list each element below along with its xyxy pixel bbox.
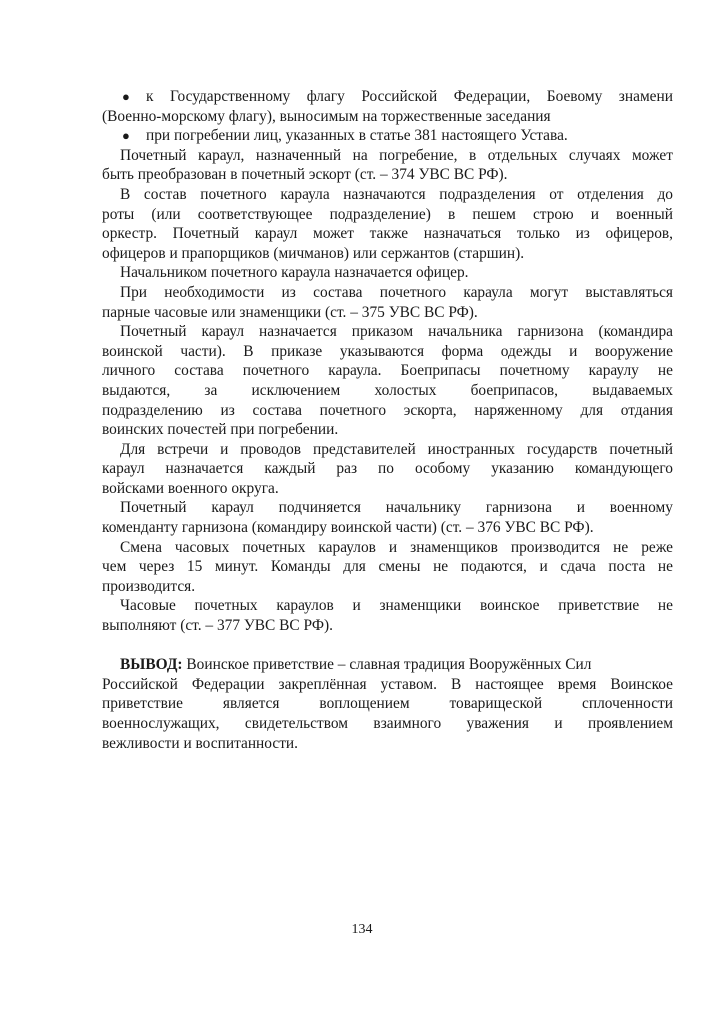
bullet-line: при погребении лиц, указанных в статье 381 настоящего Устава. xyxy=(146,127,568,145)
paragraph-line: оркестр. Почетный караул может также назначаться только из офицеров, xyxy=(102,225,673,243)
paragraph-line: подразделению из состава почетного эскорта, наряженному для отдания xyxy=(102,401,673,419)
bullet-icon: ● xyxy=(122,89,130,104)
paragraph-line: воинской части). В приказе указываются форма одежды и вооружение xyxy=(102,342,673,360)
paragraph-line: Начальником почетного караула назначается офицер. xyxy=(120,264,469,282)
paragraph-line: Для встречи и проводов представителей иностранных государств почетный xyxy=(120,440,673,458)
conclusion-line: военнослужащих, свидетельством взаимного уважения и проявлением xyxy=(102,715,673,732)
paragraph-line: личного состава почетного караула. Боеприпасы почетному караулу не xyxy=(102,362,673,380)
conclusion-line: приветствие является воплощением товарищеской сплоченности xyxy=(102,695,673,713)
bullet-item xyxy=(102,126,673,146)
paragraph-line: коменданту гарнизона (командиру воинской части) (ст. – 376 УВС ВС РФ). xyxy=(102,519,594,537)
conclusion-line: вежливости и воспитанности. xyxy=(102,734,299,752)
page-number: 134 xyxy=(351,922,373,937)
bullet-item-continuation xyxy=(102,107,673,127)
paragraph-line: караул назначается каждый раз по особому указанию командующего xyxy=(102,460,673,478)
paragraph-line: Почетный караул, назначенный на погребение, в отдельных случаях может xyxy=(120,146,673,164)
paragraph-line: парные часовые или знаменщики (ст. – 375 УВС ВС РФ). xyxy=(102,303,478,321)
paragraph-line: выдаются, за исключением холостых боеприпасов, выдаваемых xyxy=(102,381,673,399)
bullet-line: к Государственному флагу Российской Федерации, Боевому знамени xyxy=(146,88,673,105)
paragraph-line: В состав почетного караула назначаются подразделения от отделения до xyxy=(120,185,673,203)
conclusion-text: Воинское приветствие – славная традиция Вооружённых Сил xyxy=(186,656,592,674)
paragraph-line: производится. xyxy=(102,577,196,595)
paragraph-line: Часовые почетных караулов и знаменщики воинское приветствие не xyxy=(120,597,673,615)
bullet-item xyxy=(102,87,673,107)
paragraph-line: войсками военного округа. xyxy=(102,479,279,497)
paragraph-line: воинских почестей при погребении. xyxy=(102,421,339,439)
bullet-line: (Военно-морскому флагу), выносимым на торжественные заседания xyxy=(102,107,551,125)
conclusion-line: Российской Федерации закреплённая уставом. В настоящее время Воинское xyxy=(102,675,673,693)
paragraph-line: чем через 15 минут. Команды для смены не подаются, и сдача поста не xyxy=(102,558,673,576)
paragraph-line: При необходимости из состава почетного караула могут выставляться xyxy=(120,283,673,301)
bullet-icon: ● xyxy=(122,128,130,144)
conclusion-label: ВЫВОД: xyxy=(120,656,183,674)
paragraph-line: выполняют (ст. – 377 УВС ВС РФ). xyxy=(102,617,333,635)
paragraph-line: быть преобразован в почетный эскорт (ст. – 374 УВС ВС РФ). xyxy=(102,166,508,184)
conclusion-first-line xyxy=(102,655,673,675)
paragraph-line: Почетный караул назначается приказом начальника гарнизона (командира xyxy=(120,323,673,341)
paragraph-line: Смена часовых почетных караулов и знаменщиков производится не реже xyxy=(120,538,673,556)
paragraph-line: офицеров и прапорщиков (мичманов) или сержантов (старшин). xyxy=(102,244,525,262)
paragraph-line: Почетный караул подчиняется начальнику гарнизона и военному xyxy=(120,499,673,517)
paragraph-line: роты (или соответствующее подразделение) в пешем строю и военный xyxy=(102,205,673,223)
document-body xyxy=(102,87,673,753)
